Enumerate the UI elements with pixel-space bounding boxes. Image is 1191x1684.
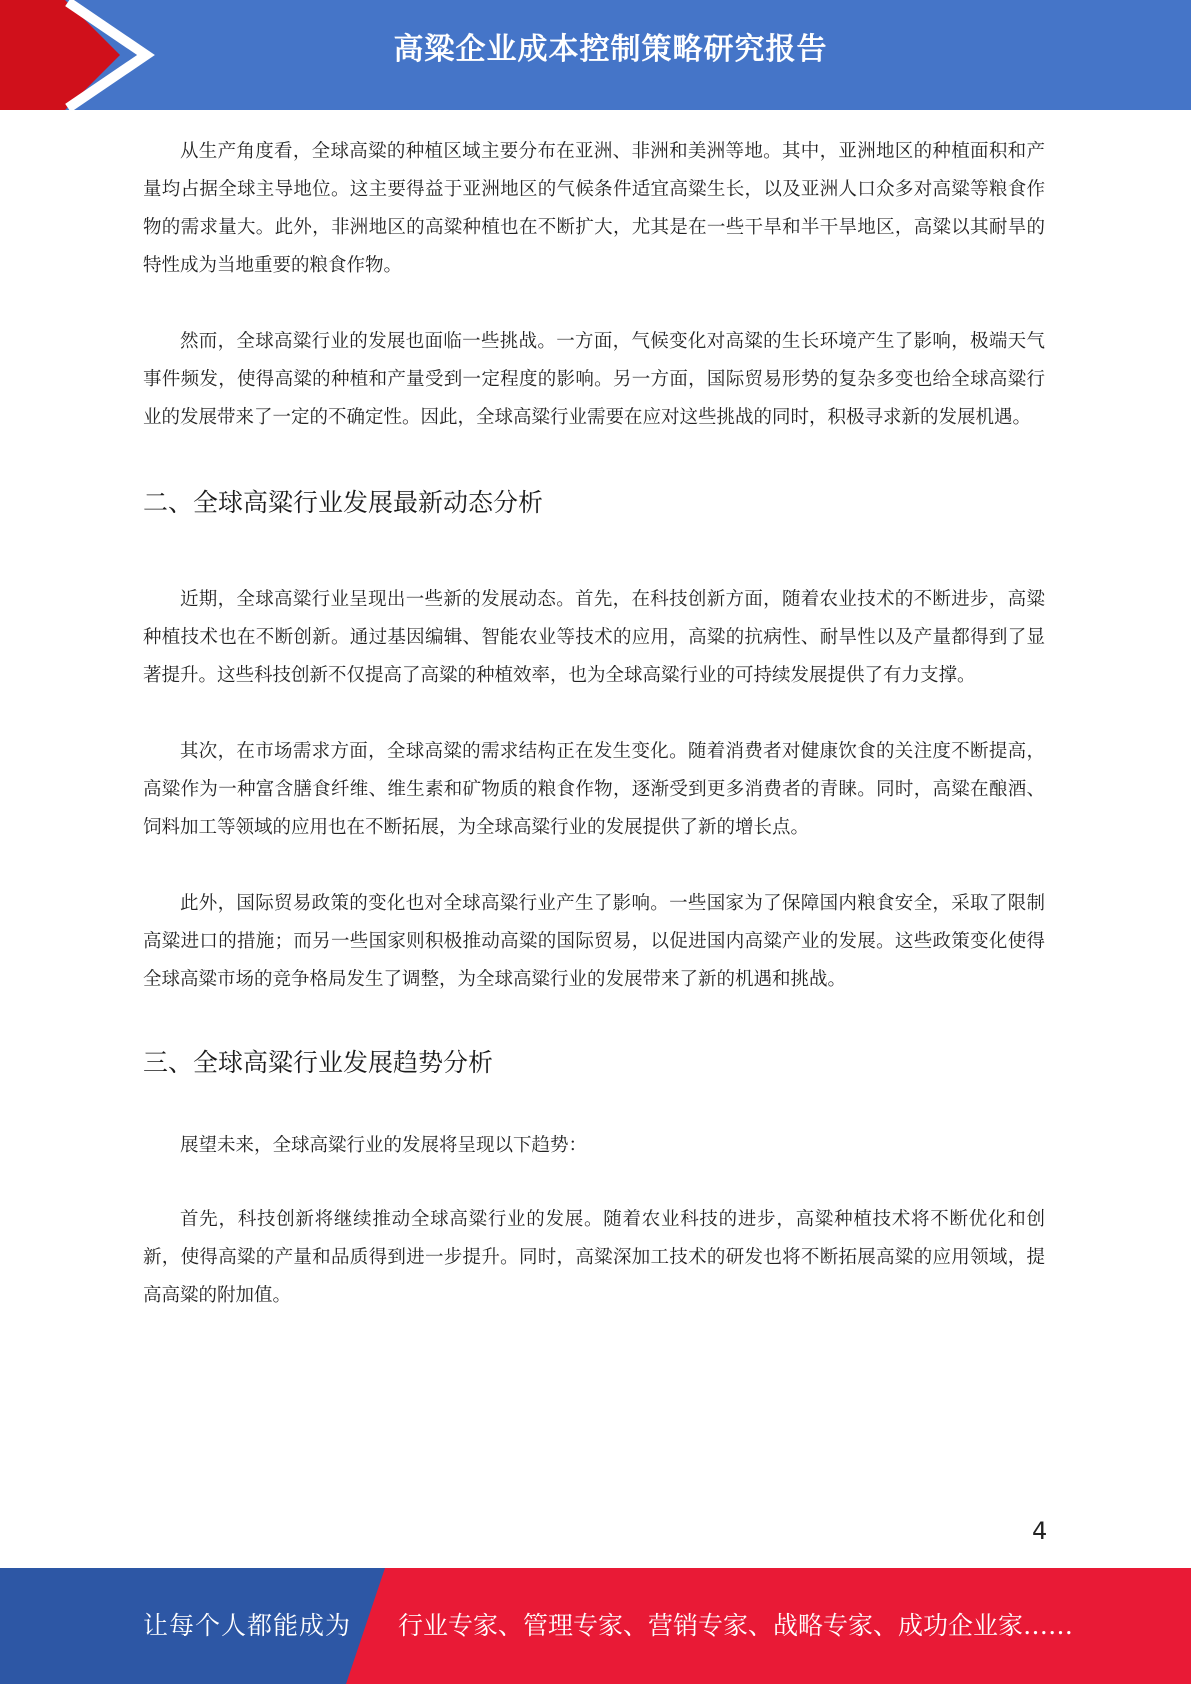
- section-heading: 二、全球高粱行业发展最新动态分析: [143, 488, 544, 517]
- section-heading: 三、全球高粱行业发展趋势分析: [143, 1048, 494, 1077]
- paragraph: 从生产角度看，全球高粱的种植区域主要分布在亚洲、非洲和美洲等地。其中，亚洲地区的种植面积和产量均占据全球主导地位。这主要得益于亚洲地区的气候条件适宜高粱生长，以及亚洲人口众多对高粱等粮食作物的需求量大。此外，非洲地区的高粱种植也在不断扩大，尤其是在一些干旱和半干旱地区，高粱以其耐旱的特性成为当地重要的粮食作物。: [143, 141, 1045, 276]
- footer-slogan-left: 让每个人都能成为: [143, 1611, 352, 1640]
- paragraph: 然而，全球高粱行业的发展也面临一些挑战。一方面，气候变化对高粱的生长环境产生了影响，极端天气事件频发，使得高粱的种植和产量受到一定程度的影响。另一方面，国际贸易形势的复杂多变也给全球高粱行业的发展带来了一定的不确定性。因此，全球高粱行业需要在应对这些挑战的同时，积极寻求新的发展机遇。: [143, 331, 1045, 428]
- paragraph: 其次，在市场需求方面，全球高粱的需求结构正在发生变化。随着消费者对健康饮食的关注度不断提高，高粱作为一种富含膳食纤维、维生素和矿物质的粮食作物，逐渐受到更多消费者的青睐。同时，高粱在酿酒、饲料加工等领域的应用也在不断拓展，为全球高粱行业的发展提供了新的增长点。: [143, 741, 1045, 838]
- header-banner: [0, 0, 1191, 110]
- footer-banner: [0, 1568, 1191, 1684]
- page-number: 4: [1032, 1517, 1048, 1545]
- paragraph: 此外，国际贸易政策的变化也对全球高粱行业产生了影响。一些国家为了保障国内粮食安全，采取了限制高粱进口的措施；而另一些国家则积极推动高粱的国际贸易，以促进国内高粱产业的发展。这些政策变化使得全球高粱市场的竞争格局发生了调整，为全球高粱行业的发展带来了新的机遇和挑战。: [143, 893, 1045, 990]
- paragraph: 展望未来，全球高粱行业的发展将呈现以下趋势：: [180, 1135, 588, 1156]
- document-body: [143, 133, 1045, 1315]
- paragraph: 近期，全球高粱行业呈现出一些新的发展动态。首先，在科技创新方面，随着农业技术的不断进步，高粱种植技术也在不断创新。通过基因编辑、智能农业等技术的应用，高粱的抗病性、耐旱性以及产量都得到了显著提升。这些科技创新不仅提高了高粱的种植效率，也为全球高粱行业的可持续发展提供了有力支撑。: [143, 589, 1045, 686]
- paragraph: 首先，科技创新将继续推动全球高粱行业的发展。随着农业科技的进步，高粱种植技术将不断优化和创新，使得高粱的产量和品质得到进一步提升。同时，高粱深加工技术的研发也将不断拓展高粱的应用领域，提高高粱的附加值。: [143, 1209, 1045, 1306]
- footer-slogan-right: 行业专家、管理专家、营销专家、战略专家、成功企业家……: [398, 1611, 1074, 1640]
- report-title: 高粱企业成本控制策略研究报告: [393, 32, 828, 67]
